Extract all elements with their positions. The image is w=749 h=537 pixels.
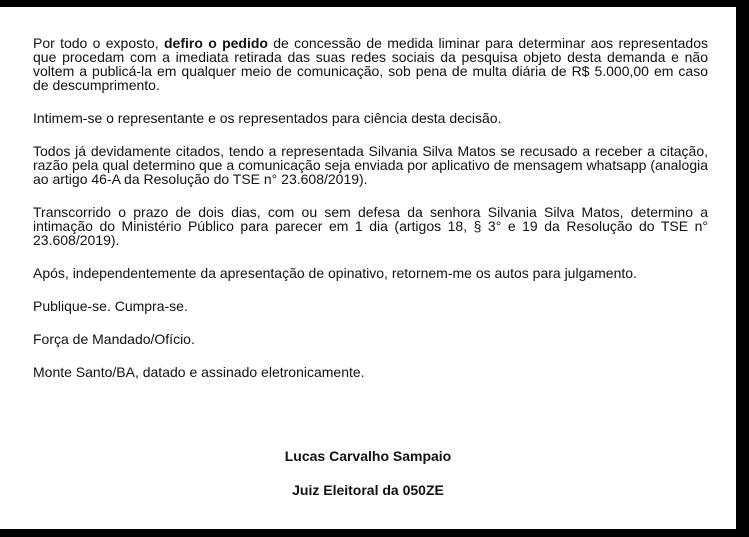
paragraph-return: Após, independentemente da apresentação de opinativo, retornem-me os autos para julgamento. bbox=[33, 265, 637, 281]
signature-name: Lucas Carvalho Sampaio bbox=[284, 448, 452, 464]
paragraph-decision bbox=[33, 36, 708, 92]
paragraph-mandate: Força de Mandado/Ofício. bbox=[33, 331, 195, 347]
paragraph-summons: Intimem-se o representante e os representados para ciência desta decisão. bbox=[33, 110, 502, 126]
decision-highlight: defiro o pedido bbox=[164, 35, 268, 51]
paragraph-citation: Todos já devidamente citados, tendo a representada Silvania Silva Matos se recusado a receber a citação, razão pela qual determino que a comunicação seja enviada por aplicativo de mensagem whatsapp (analogia ao artigo 46-A da Resolução do TSE n° 23.608/2019). bbox=[33, 143, 708, 187]
paragraph-place-date: Monte Santo/BA, datado e assinado eletronicamente. bbox=[33, 364, 365, 380]
paragraph-decision-intro: Por todo o exposto, bbox=[33, 35, 164, 51]
paragraph-publish: Publique-se. Cumpra-se. bbox=[33, 298, 188, 314]
paragraph-deadline: Transcorrido o prazo de dois dias, com ou sem defesa da senhora Silvania Silva Matos, determino a intimação do Ministério Público para parecer em 1 dia (artigos 18, § 3° e 19 da Resolução do TSE n° 23.608/2019). bbox=[33, 204, 708, 248]
paragraph-decision-body: de concessão de medida liminar para determinar aos representados que procedam com a imediata retirada das suas redes sociais da pesquisa objeto desta demanda e não voltem a publicá-la em qualquer meio de comunicação, sob pena de multa diária de R$ 5.000,00 em caso de descumprimento. bbox=[33, 35, 708, 93]
document-page bbox=[0, 7, 736, 529]
signature-title: Juiz Eleitoral da 050ZE bbox=[292, 482, 444, 498]
